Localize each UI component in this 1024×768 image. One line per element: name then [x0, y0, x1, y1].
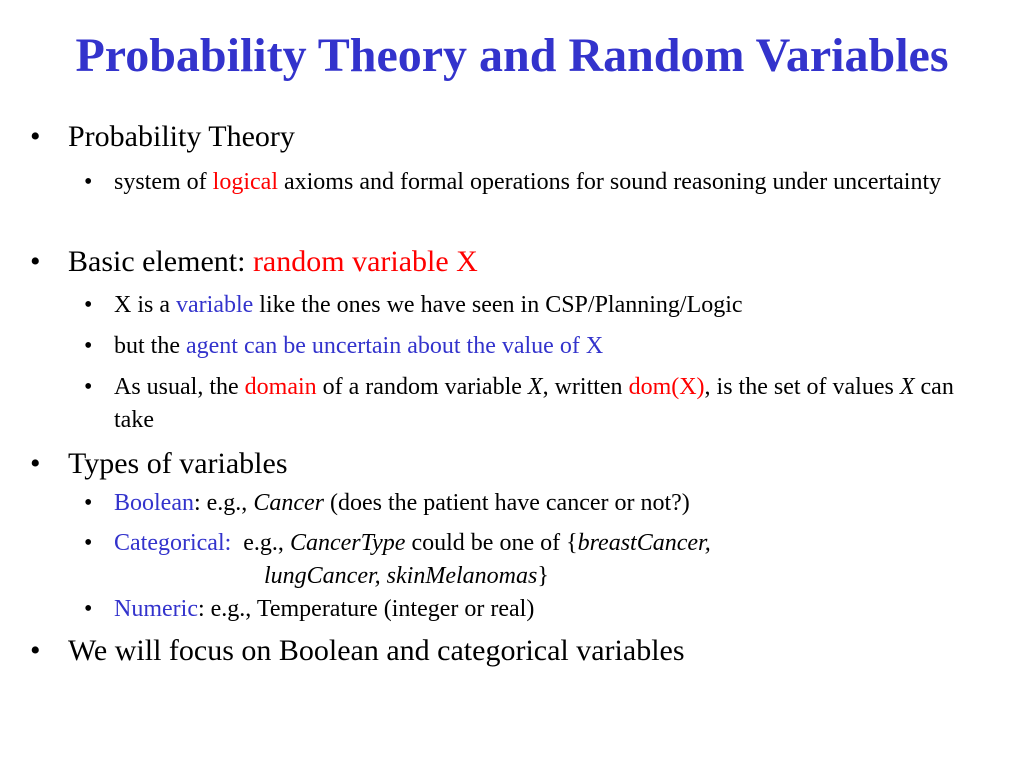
bullet-marker: •	[30, 245, 41, 278]
subbullet-text	[114, 527, 964, 593]
subbullet-variable	[84, 289, 964, 322]
highlight-variable: variable	[176, 292, 254, 318]
text-run: axioms and formal operations for sound reasoning under uncertainty	[277, 169, 942, 195]
bullet-marker: •	[84, 333, 93, 359]
subbullet-logical-axioms	[84, 166, 964, 199]
text-run: could be one of {	[405, 530, 578, 556]
highlight-logical: logical	[212, 169, 278, 195]
subbullet-text	[114, 289, 964, 322]
label-numeric: Numeric	[114, 596, 198, 622]
bullet-marker: •	[30, 447, 41, 480]
label-categorical: Categorical:	[114, 530, 232, 556]
bullet-marker: •	[84, 596, 93, 622]
text-run: , is the set of values	[704, 374, 900, 400]
bullet-text: We will focus on Boolean and categorical variables	[68, 634, 685, 667]
bullet-marker: •	[84, 169, 93, 195]
subbullet-categorical	[84, 527, 964, 593]
text-run: can take	[114, 374, 954, 433]
highlight-domain: domain	[244, 374, 317, 400]
text-run: e.g.,	[231, 530, 290, 556]
subbullet-domain	[84, 371, 964, 437]
subbullet-numeric	[84, 593, 964, 626]
text-run: , written	[542, 374, 629, 400]
italic-x: X	[899, 374, 915, 400]
italic-cancer: Cancer	[253, 490, 324, 516]
bullet-marker: •	[84, 292, 93, 318]
text-run: but the	[114, 333, 186, 359]
categorical-continuation	[114, 560, 964, 593]
italic-x: X	[527, 374, 543, 400]
bullet-basic-element	[30, 245, 478, 279]
bullet-focus	[30, 634, 685, 668]
bullet-marker: •	[84, 490, 93, 516]
highlight-random-variable: random variable X	[252, 245, 478, 278]
italic-breastcancer: breastCancer,	[577, 530, 711, 556]
text-run: }	[537, 563, 549, 589]
bullet-marker: •	[84, 530, 93, 556]
highlight-agent-uncertain: agent can be uncertain about the value of X	[186, 333, 604, 359]
text-run: As usual, the	[114, 374, 245, 400]
text-run: (does the patient have cancer or not?)	[323, 490, 690, 516]
bullet-text: Types of variables	[68, 447, 288, 480]
subbullet-text	[114, 487, 964, 520]
subbullet-agent-uncertain	[84, 330, 964, 363]
highlight-dom-x: dom(X)	[628, 374, 705, 400]
text-run: : e.g., Temperature (integer or real)	[197, 596, 535, 622]
slide-title: Probability Theory and Random Variables	[75, 29, 949, 82]
text-run: of a random variable	[316, 374, 528, 400]
text-run: system of	[114, 169, 213, 195]
bullet-types-of-variables	[30, 447, 288, 481]
subbullet-text	[114, 371, 964, 437]
text-run: X is a	[114, 292, 176, 318]
italic-lungcancer-skinmelanomas: lungCancer, skinMelanomas	[264, 563, 538, 589]
label-boolean: Boolean	[114, 490, 194, 516]
subbullet-text	[114, 330, 964, 363]
bullet-text: Probability Theory	[68, 120, 295, 153]
subbullet-text	[114, 166, 964, 199]
bullet-text: Basic element:	[68, 245, 253, 278]
bullet-marker: •	[30, 634, 41, 667]
subbullet-boolean	[84, 487, 964, 520]
bullet-marker: •	[30, 120, 41, 153]
text-run: like the ones we have seen in CSP/Planning/Logic	[253, 292, 743, 318]
italic-cancertype: CancerType	[289, 530, 406, 556]
subbullet-text	[114, 593, 964, 626]
bullet-marker: •	[84, 374, 93, 400]
bullet-probability-theory	[30, 120, 295, 154]
text-run: : e.g.,	[193, 490, 254, 516]
